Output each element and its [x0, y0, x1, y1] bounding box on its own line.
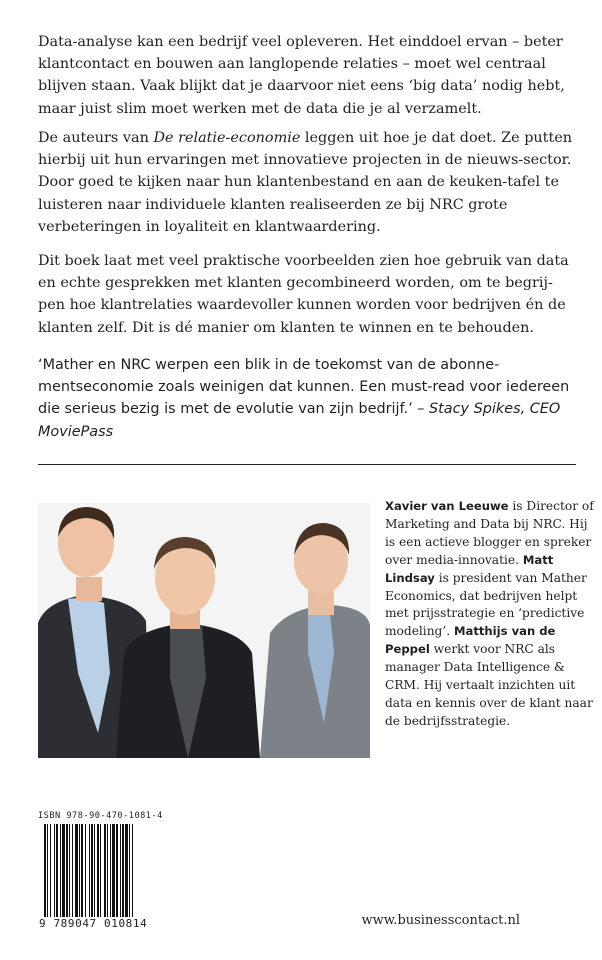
endorsement-quote — [38, 354, 578, 443]
author-bio-matt: is president van Mather Economics, dat bedrijven helpt met prijsstrategie en ‘predictive modeling’. — [385, 570, 587, 639]
author-name-matthijs: Matthijs van de Peppel — [385, 624, 556, 657]
author-bios — [385, 498, 600, 731]
isbn-digits: 9 789047 010814 — [38, 917, 168, 930]
book-title: De relatie-economie — [153, 130, 301, 146]
authors-text-start: De auteurs van — [38, 130, 154, 146]
isbn-label: ISBN 978-90-470-1081-4 — [38, 811, 163, 821]
authors-text-end: leggen uit hoe je dat doet. Ze putten hierbij uit hun ervaringen met innovatieve projecten in de nieuws-sector. Door goed te kijken naar hun klantenbestand en aan de keuken-tafel te luisteren naar individuele klanten realiseerden ze bij NRC grote verbeteringen in loyaliteit en klantwaardering. — [38, 130, 573, 235]
divider-line — [38, 464, 576, 465]
authors-paragraph — [38, 127, 578, 238]
quote-text: ‘Mather en NRC werpen een blik in de toekomst van de abonne-mentseconomie zoals weinigen dat kunnen. Een must-read voor iedereen die serieus bezig is met de evolutie van zijn bedrijf.’ – — [38, 357, 570, 418]
barcode-bars — [44, 824, 160, 922]
author-bio-xavier: is Director of Marketing and Data bij NRC. Hij is een actieve blogger en spreker over media-innovatie. — [385, 499, 594, 567]
authors-photo — [38, 503, 370, 758]
isbn-barcode — [44, 824, 160, 922]
intro-paragraph — [38, 31, 578, 120]
quote-attribution: Stacy Spikes, CEO MoviePass — [38, 401, 561, 440]
authors-photo-illustration — [38, 503, 370, 758]
author-bio-matthijs: werkt voor NRC als manager Data Intelligence & CRM. Hij vertaalt inzichten uit data en kennis over de klant naar de bedrijfsstrategie. — [385, 642, 593, 728]
book-text: Dit boek laat met veel praktische voorbeelden zien hoe gebruik van data en echte gesprekken met klanten gecombineerd worden, om te begrij-pen hoe klantrelaties waardevoller kunnen worden voor bedrijven én de klanten zelf. Dit is dé manier om klanten te winnen en te behouden. — [38, 253, 569, 336]
author-name-xavier: Xavier van Leeuwe — [385, 499, 509, 513]
book-paragraph — [38, 250, 578, 339]
publisher-website: www.businesscontact.nl — [361, 913, 520, 928]
intro-text: Data-analyse kan een bedrijf veel opleveren. Het einddoel ervan – beter klantcontact en bouwen aan langlopende relaties – moet wel centraal blijven staan. Vaak blijkt dat je daarvoor niet eens ‘big data’ nodig hebt, maar juist slim moet werken met de data die je al verzamelt. — [38, 34, 565, 117]
author-name-matt: Matt Lindsay — [385, 552, 554, 585]
